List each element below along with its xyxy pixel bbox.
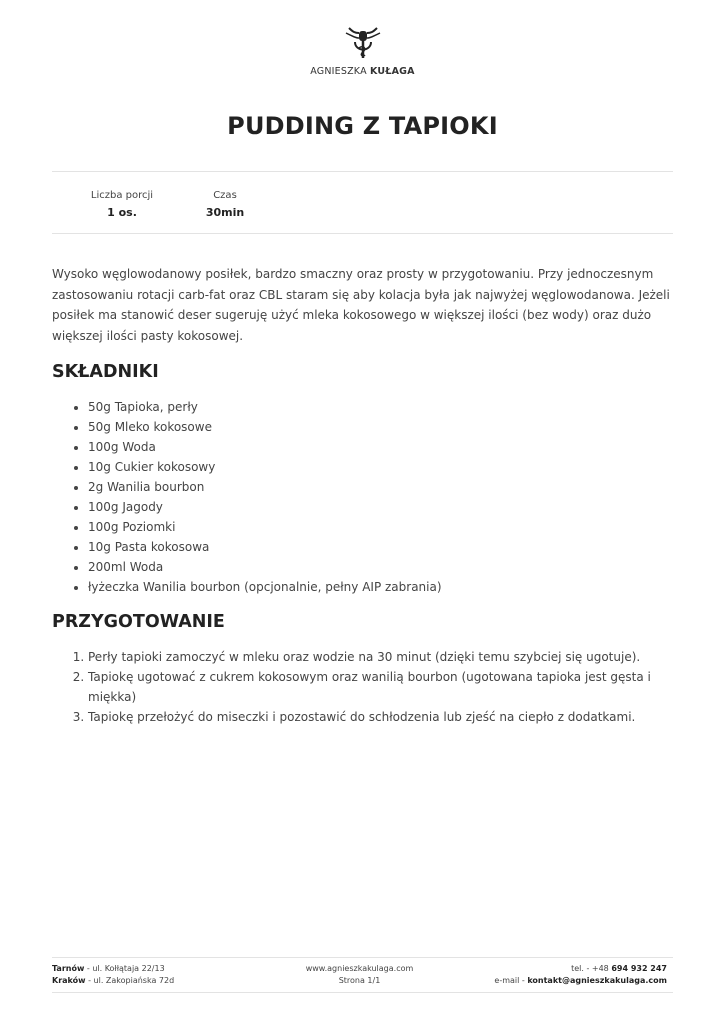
ingredient-item: • 10g Cukier kokosowy <box>88 457 708 477</box>
footer-website[interactable]: www.agnieszkakulaga.com <box>305 964 414 973</box>
logo <box>0 24 725 77</box>
footer-divider-bottom <box>52 992 673 993</box>
footer-address: - ul. Zakopiańska 72d <box>85 976 175 985</box>
ingredients-list <box>52 397 708 597</box>
footer-city: Kraków <box>52 976 86 985</box>
ingredient-item: • 2g Wanilia bourbon <box>88 477 708 497</box>
ingredients-heading: SKŁADNIKI <box>52 362 159 382</box>
ingredient-item: • 100g Jagody <box>88 497 708 517</box>
recipe-title: PUDDING Z TAPIOKI <box>227 112 498 140</box>
intro-text: Wysoko węglowodanowy posiłek, bardzo smaczny oraz prosty w przygotowaniu. Przy jednoczesnym zastosowaniu rotacji carb-fat oraz CBL staram się aby kolacja była jak najwyżej węglowodanowa. Jeżeli posiłek ma stanowić deser sugeruję użyć mleka kokosowego w większej ilości (bez wody) oraz dużo większej ilości pasty kokosowej. <box>52 267 670 343</box>
ingredient-item: • łyżeczka Wanilia bourbon (opcjonalnie, pełny AIP zabrania) <box>88 577 708 597</box>
step-item: 2. Tapiokę ugotować z cukrem kokosowym oraz wanilią bourbon (ugotowana tapioka jest gęsta i miękka) <box>88 667 688 707</box>
footer-email[interactable]: kontakt@agnieszkakulaga.com <box>527 976 667 985</box>
time-block <box>190 190 260 219</box>
ingredient-item: • 50g Tapioka, perły <box>88 397 708 417</box>
footer-contact: tel. - +48 694 932 247 e-mail - kontakt@agnieszkakulaga.com <box>494 964 667 985</box>
logo-icon <box>343 24 383 62</box>
portions-block <box>87 190 157 219</box>
footer-phone[interactable]: 694 932 247 <box>611 964 667 973</box>
divider <box>52 171 673 172</box>
footer-city: Tarnów <box>52 964 85 973</box>
time-label: Czas <box>213 190 237 201</box>
portions-label: Liczba porcji <box>90 190 154 201</box>
ingredient-item: • 100g Woda <box>88 437 708 457</box>
ingredient-item: • 50g Mleko kokosowe <box>88 417 708 437</box>
portions-value: 1 os. <box>107 206 137 219</box>
divider <box>52 233 673 234</box>
ingredient-item: • 100g Poziomki <box>88 517 708 537</box>
step-item: 1. Perły tapioki zamoczyć w mleku oraz wodzie na 30 minut (dzięki temu szybciej się ugotuje). <box>88 647 688 667</box>
footer-page-number: Strona 1/1 <box>338 976 381 985</box>
preparation-heading: PRZYGOTOWANIE <box>52 612 225 632</box>
time-value: 30min <box>205 206 245 219</box>
ingredient-item: • 10g Pasta kokosowa <box>88 537 708 557</box>
footer-divider <box>52 957 673 958</box>
ingredient-item: • 200ml Woda <box>88 557 708 577</box>
step-item: 3. Tapiokę przełożyć do miseczki i pozostawić do schłodzenia lub zjeść na ciepło z dodatkami. <box>88 707 688 727</box>
footer-address: - ul. Kołłątaja 22/13 <box>84 964 165 973</box>
preparation-steps <box>52 647 688 727</box>
brand-name: AGNIESZKA KUŁAGA <box>310 66 415 77</box>
